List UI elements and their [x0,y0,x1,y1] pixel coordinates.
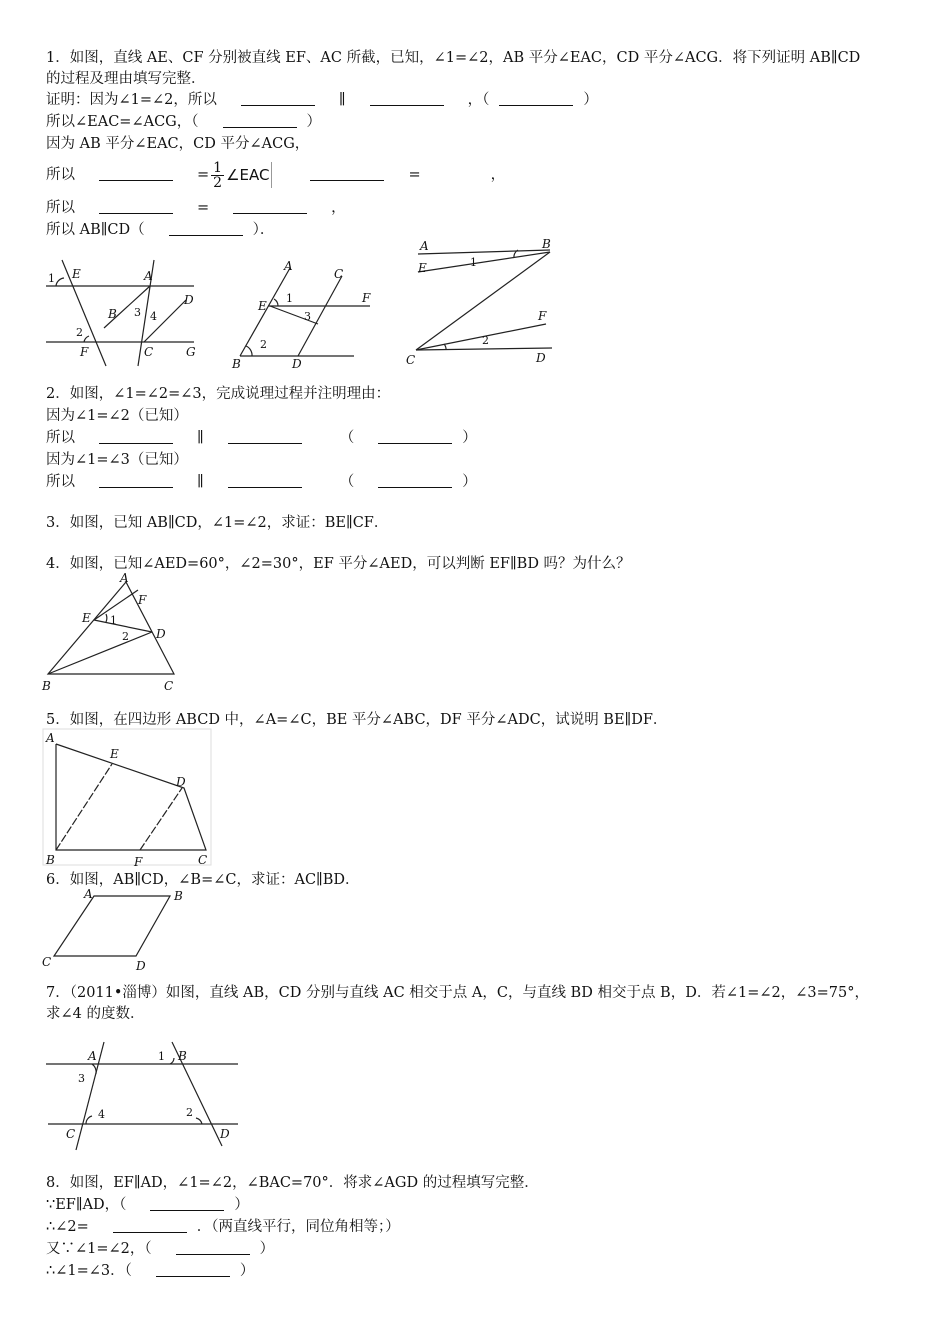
fig7-label: 1 [158,1050,165,1063]
figure-3 [404,234,564,370]
fraction-numerator: 1 [213,159,223,176]
fraction-denominator: 2 [213,174,223,191]
fig6-label: D [136,959,146,973]
answer-blank[interactable] [223,113,297,128]
text: ∵EF∥AD，（ [46,1197,127,1213]
text: ，（ [467,92,490,108]
fig7-label: B [178,1049,187,1063]
text: ∴∠1=∠3．（ [46,1263,132,1279]
problem-3-line-1: 3．如图，已知 AB∥CD，∠1=∠2，求证：BE∥CF． [46,515,389,531]
fig5-label: B [46,853,55,867]
text: 所以 [46,167,75,183]
answer-blank[interactable] [113,1218,187,1233]
text: ） [234,1197,249,1213]
answer-blank[interactable] [233,199,307,214]
comma: ， [490,167,506,183]
problem-5-line-1: 5．如图，在四边形 ABCD 中，∠A=∠C，BE 平分∠ABC，DF 平分∠ADC，试说明 BE∥DF． [46,712,668,728]
answer-blank[interactable] [169,221,243,236]
fig3-label: C [406,353,416,367]
problem-7-line-2: 求∠4 的度数． [46,1006,145,1022]
fig4-label: C [164,679,174,693]
text: ） [462,430,477,446]
text: 所以 [46,430,75,446]
answer-blank[interactable] [370,91,444,106]
text: ） [306,114,321,130]
problem-4-line-1: 4．如图，已知∠AED=60°，∠2=30°，EF 平分∠AED，可以判断 EF∥BD 吗？为什么？ [46,556,631,572]
problem-2-line-1: 2．如图，∠1=∠2=∠3，完成说理过程并注明理由： [46,386,391,402]
problem-7-line-1: 7．（2011•淄博）如图，直线 AB，CD 分别与直线 AC 相交于点 A，C，与直线 BD 相交于点 B，D．若∠1=∠2，∠3=75°， [46,985,869,1001]
fig1-label: G [186,345,196,359]
parallel-sign: ∥ [197,474,204,490]
answer-blank[interactable] [378,429,452,444]
fig6-label: C [42,955,52,969]
figure-1 [44,256,204,368]
fig1-label: 1 [48,272,55,285]
problem-2-line-4: 因为∠1=∠3（已知） [46,452,188,468]
fig6-label: A [84,887,93,901]
text: ）． [252,222,275,238]
problem-2-line-5 [46,472,477,492]
fig2-label: 2 [260,338,267,351]
answer-blank[interactable] [176,1240,250,1255]
fig2-label: D [292,357,302,370]
text: ．（两直线平行，同位角相等；） [196,1219,400,1235]
fig4-label: 2 [122,630,129,643]
text: 所以 [46,474,75,490]
answer-blank[interactable] [241,91,315,106]
parallel-sign: ∥ [197,430,204,446]
fig5-label: A [46,731,55,745]
fig7-label: 2 [186,1106,193,1119]
fig2-label: 3 [304,310,311,323]
text: ） [239,1263,255,1279]
text: 所以 [46,200,75,216]
problem-1-line-7 [46,198,346,218]
text: 所以 AB∥CD（ [46,222,145,238]
fig2-label: B [232,357,241,370]
text: ） [583,92,598,108]
fig1-label: C [144,345,154,359]
answer-blank[interactable] [228,473,302,488]
fig5-label: D [176,775,186,789]
fig3-label: D [536,351,546,365]
answer-blank[interactable] [499,91,573,106]
fig7-label: 3 [78,1072,85,1085]
fig4-label: B [42,679,51,693]
answer-blank[interactable] [228,429,302,444]
fig5-label: F [134,855,143,868]
problem-1-line-3 [46,90,598,110]
problem-1-line-8 [46,220,274,240]
text: 所以∠EAC=∠ACG，（ [46,114,199,130]
fig3-label: 1 [470,256,477,269]
equals: = [197,200,210,216]
fig1-label: E [72,267,81,281]
fig1-label: F [80,345,89,359]
figure-7 [44,1040,244,1152]
text: ∴∠2= [46,1219,89,1235]
answer-blank[interactable] [378,473,452,488]
parallel-sign: ∥ [338,92,346,108]
fig4-label: F [138,593,147,607]
text: （ [339,430,355,446]
fig3-label: F [538,309,547,323]
problem-1-line-6 [46,160,505,190]
problem-2-line-2: 因为∠1=∠2（已知） [46,408,188,424]
problem-1-line-4 [46,112,321,132]
figure-5 [42,728,214,868]
fig1-label: 2 [76,326,83,339]
fig3-label: A [420,239,429,253]
text: ） [259,1241,275,1257]
problem-2-line-3 [46,428,477,448]
fig1-label: 3 [134,306,141,319]
angle-eac: ∠EAC [226,166,270,184]
fig4-label: A [120,571,129,585]
fig4-label: D [156,627,166,641]
answer-blank[interactable] [99,429,173,444]
fig7-label: C [66,1127,76,1141]
problem-8-line-5 [46,1261,254,1281]
fig1-label: A [144,269,153,283]
problem-1-line-1: 1．如图，直线 AE、CF 分别被直线 EF、AC 所截，已知，∠1=∠2，AB 平分∠EAC，CD 平分∠ACG．将下列证明 AB∥CD [46,50,861,66]
problem-8-line-2 [46,1195,249,1215]
problem-8-line-3 [46,1217,400,1237]
text: ） [462,474,477,490]
equals: = [408,167,421,183]
answer-blank[interactable] [99,199,173,214]
text-cursor [271,162,272,188]
text: 证明：因为∠1=∠2，所以 [46,92,217,108]
figure-2 [230,256,380,370]
fig2-label: A [284,259,293,273]
fig7-label: A [88,1049,97,1063]
fig7-label: D [220,1127,230,1141]
fig5-label: C [198,853,208,867]
problem-1-line-2: 的过程及理由填写完整． [46,71,206,87]
text: （ [339,474,355,490]
fig1-label: D [184,293,194,307]
answer-blank[interactable] [310,166,384,181]
problem-8-line-4 [46,1239,274,1259]
fig2-label: E [258,299,267,313]
figure-6 [40,886,190,974]
fig4-label: E [82,611,91,625]
answer-blank[interactable] [156,1262,230,1277]
fig2-label: C [334,267,344,281]
fig2-label: 1 [286,292,293,305]
figure-4 [40,570,190,694]
problem-6-line-1: 6．如图，AB∥CD，∠B=∠C，求证：AC∥BD． [46,872,360,888]
fraction-half [211,161,224,190]
fig3-label: B [542,237,551,251]
fig1-label: B [108,307,117,321]
problem-8-line-1: 8．如图，EF∥AD，∠1=∠2，∠BAC=70°．将求∠AGD 的过程填写完整． [46,1175,539,1191]
answer-blank[interactable] [99,473,173,488]
fig5-label: E [110,747,119,761]
comma: ， [331,200,346,216]
answer-blank[interactable] [99,166,173,181]
fig7-label: 4 [98,1108,105,1121]
problem-1-line-5: 因为 AB 平分∠EAC，CD 平分∠ACG， [46,136,310,152]
text: 又∵∠1=∠2，（ [46,1241,152,1257]
fig1-label: 4 [150,310,157,323]
fig4-label: 1 [110,614,117,627]
fig3-label: E [418,261,427,275]
equals: = [197,167,210,183]
fig6-label: B [174,889,183,903]
fig2-label: F [362,291,371,305]
fig3-label: 2 [482,334,489,347]
answer-blank[interactable] [150,1196,224,1211]
